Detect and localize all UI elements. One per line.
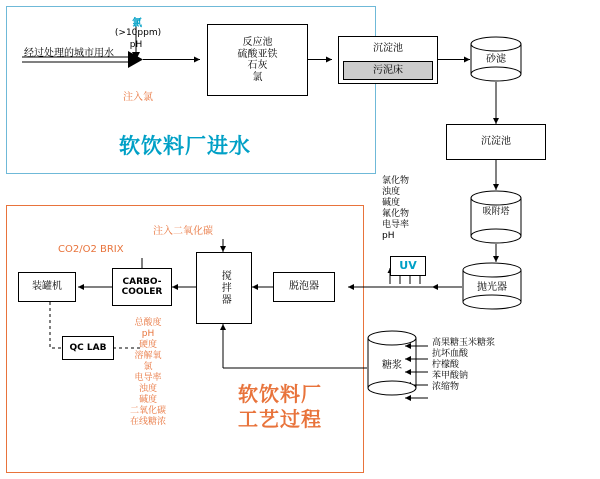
inject-chlorine-label: 注入氯 <box>123 92 153 103</box>
qc-param-4: 氯 <box>143 361 153 372</box>
reactor-line-1: 反应池 <box>242 37 273 48</box>
uv-label: UV <box>399 258 417 272</box>
mixer-box <box>196 252 252 324</box>
sludge-bed: 污泥床 <box>343 61 433 80</box>
qc-param-9: 在线糖浓 <box>129 416 166 427</box>
polisher-vessel <box>462 262 522 310</box>
syrup-ingredient-4: 浓缩物 <box>432 381 460 392</box>
syrup-ingredient-1: 抗坏血酸 <box>432 348 469 359</box>
adsorber-vessel <box>470 190 522 244</box>
mixer-label: 搅拌器 <box>219 270 231 306</box>
qc-param-7: 碱度 <box>138 394 157 405</box>
process-panel-title-line-1: 软饮料厂 <box>238 382 322 406</box>
qc-param-2: 硬度 <box>138 339 157 350</box>
syrup-ingredient-2: 柠檬酸 <box>432 359 460 370</box>
adsorber-label: 吸附塔 <box>482 207 510 217</box>
filler-label: 装罐机 <box>32 281 62 293</box>
chlorine-spec: (>10ppm) <box>114 28 162 38</box>
qc-param-1: pH <box>141 328 155 339</box>
polisher-label: 抛光器 <box>477 282 507 293</box>
process-panel-title-line-2: 工艺过程 <box>238 407 322 431</box>
qc-param-3: 溶解氧 <box>134 350 162 361</box>
adsorber-param-5: pH <box>382 230 395 241</box>
adsorber-param-3: 氟化物 <box>382 208 410 219</box>
clarifier-1-label: 沉淀池 <box>373 43 403 55</box>
process-panel-title <box>200 382 360 432</box>
reactor-line-3: 石灰 <box>247 60 268 71</box>
brix-label: CO2/O2 BRIX <box>58 244 124 255</box>
reactor-line-4: 氯 <box>252 71 263 83</box>
clarifier-2-label: 沉淀池 <box>481 136 511 148</box>
reactor-line-2: 硫酸亚铁 <box>237 48 278 60</box>
intake-panel-title: 软饮料厂进水 <box>119 134 251 158</box>
carbo-cooler-line-1: CARBO- <box>122 276 162 287</box>
syrup-ingredient-3: 苯甲酸钠 <box>432 370 469 381</box>
qc-params <box>112 318 184 428</box>
adsorber-param-4: 电导率 <box>382 219 410 230</box>
clarifier-1-box <box>338 36 438 84</box>
adsorber-param-0: 氯化物 <box>382 176 410 186</box>
qc-param-5: 电导率 <box>134 372 162 383</box>
carbo-cooler-line-2: COOLER <box>121 287 163 297</box>
qc-lab-label: QC LAB <box>69 342 107 353</box>
qc-lab-box <box>62 336 114 360</box>
qc-param-8: 二氧化碳 <box>129 405 166 416</box>
source-label: 经过处理的城市用水 <box>24 48 114 59</box>
syrup-label: 糖浆 <box>382 360 402 371</box>
filler-box <box>18 272 76 302</box>
ph-label-intake: pH <box>129 40 143 50</box>
carbo-cooler-box <box>112 268 172 306</box>
qc-param-0: 总酸度 <box>134 318 162 328</box>
syrup-ingredient-0: 高果糖玉米糖浆 <box>432 338 496 348</box>
syrup-vessel <box>367 330 417 396</box>
qc-param-6: 浊度 <box>138 383 157 394</box>
adsorber-params <box>382 176 452 242</box>
syrup-ingredients <box>432 338 552 393</box>
adsorber-param-1: 浊度 <box>382 186 401 197</box>
deaerator-label: 脱泡器 <box>289 281 319 293</box>
sand-filter-vessel <box>470 36 522 82</box>
reactor-box <box>207 24 308 96</box>
deaerator-box <box>273 272 335 302</box>
sand-filter-label: 砂滤 <box>486 54 506 65</box>
uv-box <box>390 256 426 276</box>
chlorine-label: 氯 <box>132 18 142 29</box>
adsorber-param-2: 碱度 <box>382 197 401 208</box>
clarifier-2-box <box>446 124 546 160</box>
co2-inject-label: 注入二氧化碳 <box>153 226 213 237</box>
